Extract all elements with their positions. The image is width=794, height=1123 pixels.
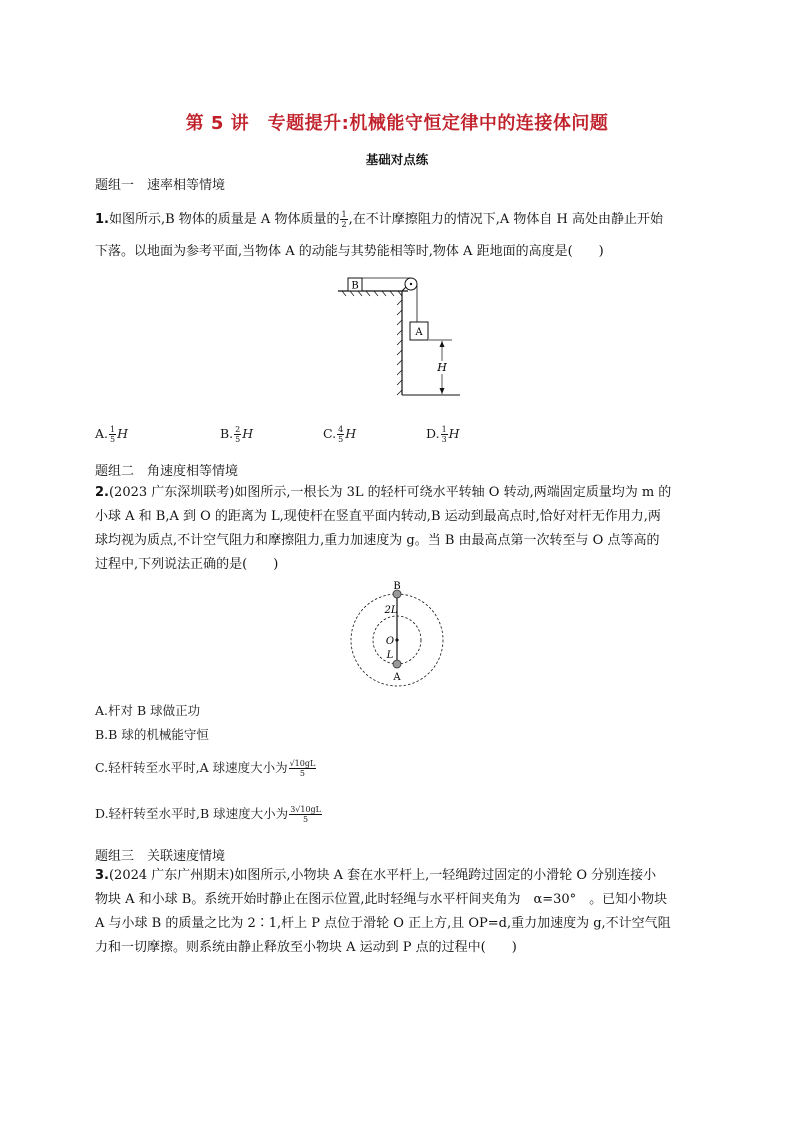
q2-axis-o (395, 638, 398, 641)
q1-figure (330, 270, 470, 402)
q3-number: 3. (95, 868, 109, 883)
q1-label-h: H (437, 361, 447, 374)
q1-text-b: ,在不计摩擦阻力的情况下,A 物体自 H 高处由静止开始 (348, 212, 663, 227)
q3-line-3: A 与小球 B 的质量之比为 2∶1,杆上 P 点位于滑轮 O 正上方,且 OP=d,重力加速度为 g,不计空气阻 (95, 916, 671, 931)
q2-line-2: 小球 A 和 B,A 到 O 的距离为 L,现使杆在竖直平面内转动,B 运动到最高点时,恰好对杆无作用力,两 (95, 509, 661, 524)
q3-line-1: 3.(2024 广东广州期末)如图所示,小物块 A 套在水平杆上,一轻绳跨过固定的小滑轮 O 分别连接小 (95, 868, 657, 883)
q1-option-a[interactable]: A. $\frac{1}{5}$ H (95, 425, 129, 444)
q2-ball-a (393, 660, 401, 668)
q3-line-4: 力和一切摩擦。则系统由静止释放至小物块 A 运动到 P 点的过程中( ) (95, 940, 517, 955)
group-heading-2: 题组二 角速度相等情境 (95, 464, 239, 479)
q1-pulley-axle (410, 283, 412, 285)
group-heading-3: 题组三 关联速度情境 (95, 849, 226, 864)
q2-label-a: A (393, 672, 401, 683)
q1-line-1 (95, 210, 705, 229)
q1-fraction: $\frac{1}{2}$ (341, 210, 347, 229)
q1-label-b: B (351, 280, 359, 292)
q3-line-2: 物块 A 和小球 B。系统开始时静止在图示位置,此时轻绳与水平杆间夹角为 α=30° 。已知小物块 (95, 892, 668, 907)
q2-label-2l: 2L (384, 605, 398, 616)
q1-option-c[interactable]: C. $\frac{4}{5}$ H (323, 425, 357, 444)
q2-line-4: 过程中,下列说法正确的是( ) (95, 557, 279, 572)
q2-option-b[interactable]: B.B 球的机械能守恒 (95, 727, 209, 742)
q1-number: 1. (95, 212, 109, 227)
q1-wall-hatching (397, 300, 402, 395)
q2-line-1: 2.(2023 广东深圳联考)如图所示,一根长为 3L 的轻杆可绕水平转轴 O 转动,两端固定质量均为 m 的 (95, 485, 672, 500)
q1-option-b[interactable]: B. $\frac{2}{5}$ H (220, 425, 254, 444)
q2-label-o: O (385, 636, 395, 647)
q1-line-2: 下落。以地面为参考平面,当物体 A 的动能与其势能相等时,物体 A 距地面的高度是( ) (95, 244, 604, 259)
q1-option-d[interactable]: D. $\frac{1}{3}$ H (426, 425, 460, 444)
page-title: 第 5 讲 专题提升:机械能守恒定律中的连接体问题 (185, 113, 609, 134)
q2-option-a[interactable]: A.杆对 B 球做正功 (95, 703, 201, 718)
q2-number: 2. (95, 485, 109, 500)
q2-label-l: L (386, 650, 394, 661)
q2-option-d[interactable]: D.轻杆转至水平时,B 球速度大小为 $\frac{3√10gL}{5}$ (95, 805, 321, 824)
q2-figure (345, 578, 449, 688)
group-heading-1: 题组一 速率相等情境 (95, 178, 226, 193)
q1-text-a: 如图所示,B 物体的质量是 A 物体质量的 (108, 212, 340, 227)
q1-arrow-down (440, 388, 445, 394)
q2-option-c[interactable]: C.轻杆转至水平时,A 球速度大小为 $\frac{√10gL}{5}$ (95, 759, 316, 778)
q2-label-b: B (393, 581, 401, 592)
q1-table-hatching (342, 291, 402, 296)
q2-line-3: 球均视为质点,不计空气阻力和摩擦阻力,重力加速度为 g。当 B 由最高点第一次转至与 O 点等高的 (95, 533, 660, 548)
q1-arrow-up (440, 341, 445, 347)
q1-label-a: A (415, 327, 423, 338)
section-subtitle: 基础对点练 (365, 152, 429, 167)
